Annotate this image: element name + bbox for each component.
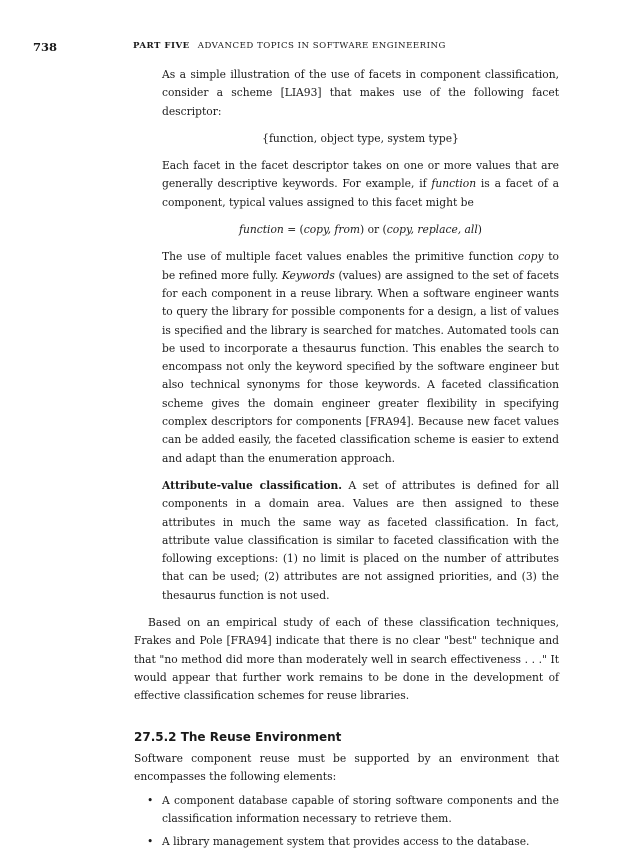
facet-text-before: Each facet in the facet descriptor takes on one or more values that are generally descriptive keywords. For example, if — [162, 159, 559, 191]
facet-text-after: is a facet of a component, typical values assigned to this facet might be — [162, 177, 559, 209]
function-lhs: function — [239, 223, 284, 237]
running-head — [133, 41, 446, 51]
part-label: PART FIVE — [133, 41, 190, 51]
function-value-2: copy, replace, all — [386, 223, 478, 237]
part-title: ADVANCED TOPICS IN SOFTWARE ENGINEERING — [197, 41, 446, 51]
function-eq: = ( — [283, 223, 304, 237]
function-equation — [0, 221, 637, 239]
copy-term: copy — [518, 250, 544, 264]
page-body — [0, 66, 637, 855]
list-item — [147, 792, 559, 829]
bullet-icon: • — [147, 834, 154, 848]
list-item — [147, 833, 559, 851]
running-header — [33, 40, 593, 56]
page-number: 738 — [33, 40, 58, 54]
bullet-list — [0, 792, 637, 851]
multi-text-3: (values) are assigned to the set of facets for each component in a reuse library. When a software engineer wants to query the library for possible components for a design, a list of values is specified and the library is searched for matches. Automated tools can be used to incorporate a thesaurus function. This enables the search to encompass not only the keyword specified by the software engineer but also technical synonyms for those keywords. A faceted classification scheme gives the domain engineer greater flexibility in specifying complex descriptors for components [FRA94]. Because new facet values can be added easily, the faceted classification scheme is easier to extend and adapt than the enumeration approach. — [162, 268, 560, 465]
multiple-facet-paragraph — [0, 248, 637, 468]
multi-text-1: The use of multiple facet values enables the primitive function — [162, 250, 519, 264]
function-mid: ) or ( — [360, 223, 387, 237]
attribute-value-paragraph — [0, 477, 637, 605]
bullet-icon: • — [147, 794, 154, 808]
empirical-study-paragraph: Based on an empirical study of each of these classification techniques, Frakes and Pole [FRA94] indicate that there is no clear "best" technique and that "no method did more than moderately well in search effectiveness . . ." It would appear that further work remains to be done in the development of effective classification schemes for reuse libraries. — [134, 616, 559, 703]
section-heading: 27.5.2 The Reuse Environment — [134, 729, 342, 744]
keywords-term: Keywords — [281, 268, 335, 282]
attribute-value-heading: Attribute-value classification. — [162, 478, 343, 492]
facet-descriptor: {function, object type, system type} — [262, 131, 459, 145]
section-intro: Software component reuse must be supported by an environment that encompasses the following elements: — [134, 751, 559, 783]
list-item-text: A library management system that provides access to the database. — [162, 834, 530, 848]
function-end: ) — [477, 223, 482, 237]
multi-text-2: to be refined more fully. — [162, 250, 559, 282]
facet-function-term: function — [431, 177, 477, 191]
intro-paragraph: As a simple illustration of the use of facets in component classification, consider a scheme [LIA93] that makes use of the following facet descriptor: — [162, 68, 559, 118]
attribute-value-text: A set of attributes is defined for all components in a domain area. Values are then assigned to these attributes in much the same way as faceted classification. In fact, attribute value classification is similar to faceted classification with the following exceptions: (1) no limit is placed on the number of attributes that can be used; (2) attributes are not assigned priorities, and (3) the thesaurus function is not used. — [162, 478, 559, 602]
list-item-text: A component database capable of storing software components and the classification information necessary to retrieve them. — [162, 794, 559, 826]
function-value-1: copy, from — [303, 223, 361, 237]
facet-values-paragraph — [0, 157, 637, 212]
